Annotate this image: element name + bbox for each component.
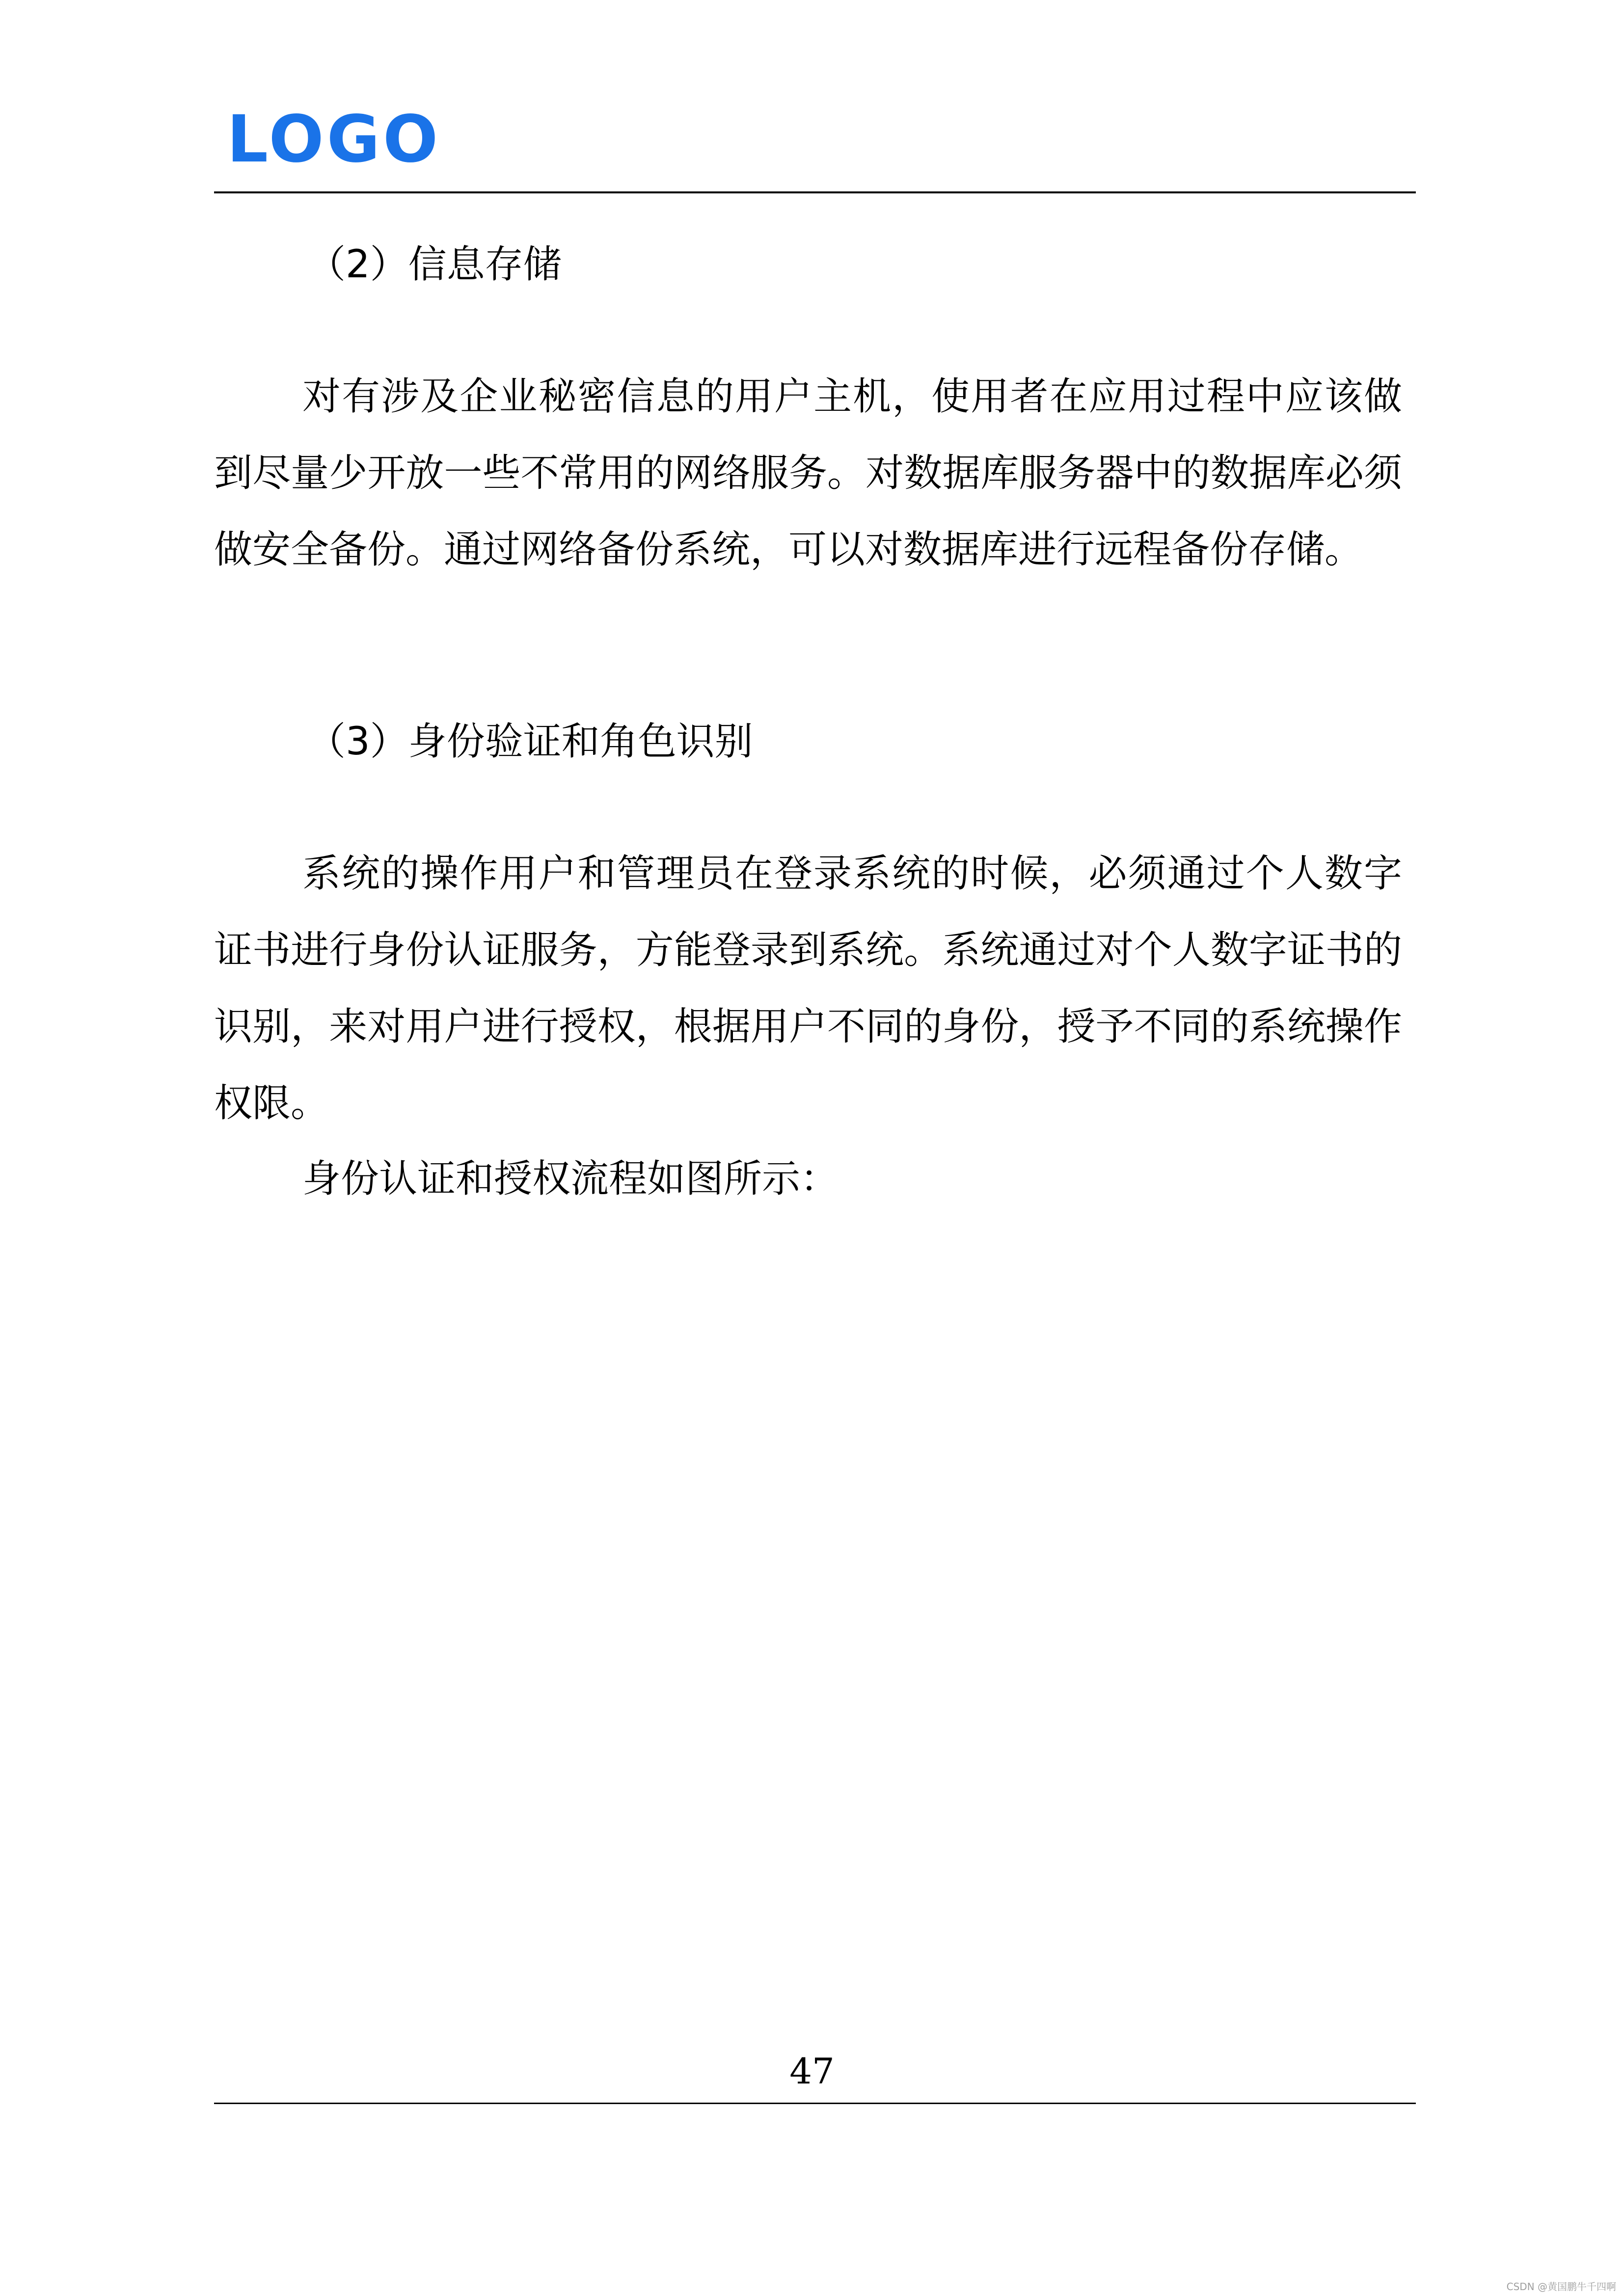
paragraph-identity-verification: 系统的操作用户和管理员在登录系统的时候，必须通过个人数字证书进行身份认证服务，方能登录到系统。系统通过对个人数字证书的识别，来对用户进行授权，根据用户不同的身份，授予不同的系统操作权限。	[214, 852, 1402, 1125]
logo: LOGO	[227, 102, 441, 177]
page-number: 47	[789, 2051, 835, 2092]
flow-intro-text: 身份认证和授权流程如图所示：	[302, 1157, 839, 1201]
footer-divider	[214, 2103, 1416, 2104]
paragraph-info-storage: 对有涉及企业秘密信息的用户主机，使用者在应用过程中应该做到尽量少开放一些不常用的网络服务。对数据库服务器中的数据库必须做安全备份。通过网络备份系统，可以对数据库进行远程备份存储。	[214, 374, 1402, 572]
section-heading-info-storage: （2）信息存储	[307, 242, 562, 287]
section-heading-identity-verification: （3）身份验证和角色识别	[307, 720, 753, 764]
header-divider	[214, 191, 1416, 193]
watermark: CSDN @黄国鹏牛千四啊	[1506, 2281, 1616, 2293]
